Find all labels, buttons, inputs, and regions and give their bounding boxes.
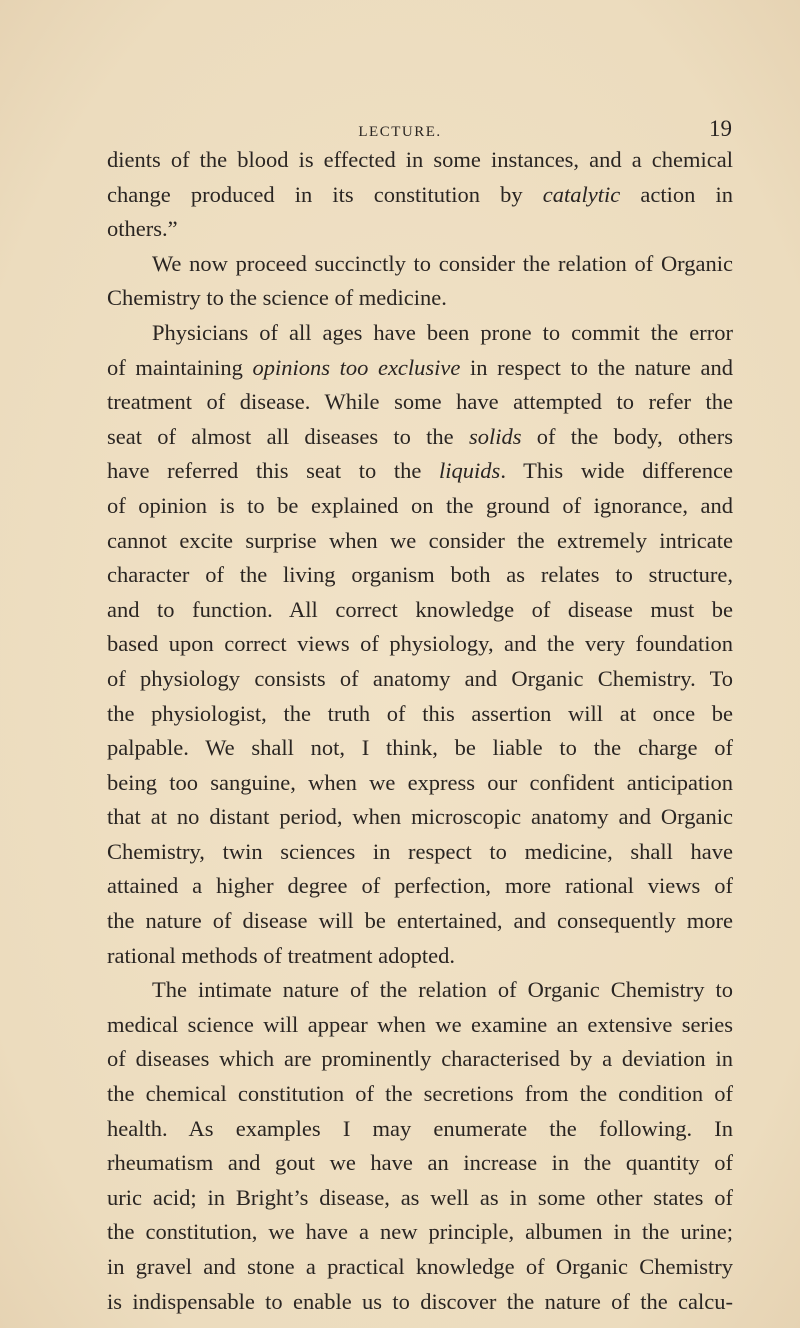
text-line — [107, 800, 733, 835]
text-line-content — [107, 1042, 733, 1077]
text-segment: Chemistry, twin sciences in respect to medicine, shall have — [107, 838, 733, 864]
text-line — [107, 1112, 733, 1147]
text-segment: Chemistry to the science of medicine. — [107, 285, 447, 311]
text-line-content — [107, 1008, 733, 1043]
text-line-content — [107, 697, 733, 732]
text-line-content — [152, 247, 733, 282]
text-line — [107, 627, 733, 662]
text-line — [107, 766, 733, 801]
text-segment: treatment of disease. While some have attempted to refer the — [107, 389, 733, 415]
text-line-content — [107, 869, 733, 904]
text-segment: the physiologist, the truth of this assertion will at once be — [107, 700, 733, 726]
text-segment: rheumatism and gout we have an increase in the quantity of — [107, 1150, 733, 1176]
text-line — [107, 316, 733, 351]
text-segment: is indispensable to enable us to discover the nature of the calcu- — [107, 1288, 733, 1314]
text-segment: of physiology consists of anatomy and Organic Chemistry. To — [107, 665, 733, 691]
text-line — [107, 558, 733, 593]
text-line-content — [107, 281, 733, 316]
text-segment: of maintaining — [107, 354, 253, 380]
text-line-content — [107, 627, 733, 662]
page-number: 19 — [709, 116, 732, 141]
text-line-content — [107, 939, 733, 974]
text-line-content — [107, 143, 733, 178]
text-segment: in gravel and stone a practical knowledge of Organic Chemistry — [107, 1254, 733, 1279]
running-head: LECTURE. — [358, 124, 442, 140]
italic-text: solids — [468, 423, 522, 449]
text-line — [107, 212, 733, 247]
text-segment: of opinion is to be explained on the ground of ignorance, and — [107, 492, 733, 518]
text-line — [107, 1250, 733, 1285]
text-line — [107, 385, 733, 420]
text-line — [107, 904, 733, 939]
text-line — [107, 697, 733, 732]
text-line-content — [107, 178, 733, 213]
text-line — [107, 247, 733, 282]
text-segment: cannot excite surprise when we consider the extremely intricate — [107, 527, 733, 553]
text-line — [107, 1181, 733, 1216]
text-line — [107, 1146, 733, 1181]
text-segment: change produced in its constitution by — [107, 181, 543, 207]
text-line — [107, 939, 733, 974]
text-segment: being too sanguine, when we express our confident anticipation — [107, 769, 733, 795]
italic-text: opinions too exclusive — [252, 354, 461, 380]
text-line-content — [107, 385, 733, 420]
text-line-content — [107, 731, 733, 766]
italic-text: catalytic — [542, 181, 621, 207]
text-segment: health. As examples I may enumerate the following. In — [107, 1115, 733, 1141]
text-line — [107, 973, 733, 1008]
text-line — [107, 1077, 733, 1112]
text-line-content — [107, 1181, 733, 1216]
text-segment: action in — [620, 181, 734, 207]
text-line-content — [107, 662, 733, 697]
text-line-content — [107, 593, 733, 628]
text-line — [107, 351, 733, 386]
text-segment: of diseases which are prominently characterised by a deviation in — [107, 1046, 733, 1072]
text-segment: the chemical constitution of the secretions from the condition of — [107, 1081, 733, 1107]
text-segment: Physicians of all ages have been prone to commit the error — [152, 319, 733, 345]
text-line — [107, 1008, 733, 1043]
text-segment: seat of almost all diseases to the — [107, 423, 469, 449]
text-line-content — [107, 1077, 733, 1112]
text-line-content — [107, 1215, 733, 1250]
text-line-content — [107, 524, 733, 559]
text-line-content — [107, 800, 733, 835]
text-line-content — [107, 420, 733, 455]
text-line-content — [107, 1146, 733, 1181]
text-line-content — [107, 904, 733, 939]
italic-text: liquids — [439, 458, 501, 484]
text-line — [107, 662, 733, 697]
text-line — [107, 1285, 733, 1320]
text-segment: The intimate nature of the relation of Organic Chemistry to — [152, 977, 733, 1003]
text-segment: based upon correct views of physiology, and the very foundation — [107, 631, 733, 657]
text-line — [107, 281, 733, 316]
text-line — [107, 143, 733, 178]
text-line-content — [107, 212, 733, 247]
text-segment: the nature of disease will be entertained, and consequently more — [107, 908, 733, 934]
text-line-content — [107, 1285, 733, 1320]
text-segment: character of the living organism both as relates to structure, — [107, 562, 733, 588]
text-segment: medical science will appear when we examine an extensive series — [107, 1011, 733, 1037]
text-segment: and to function. All correct knowledge of disease must be — [107, 596, 733, 622]
text-segment: dients of the blood is effected in some instances, and a chemical — [107, 147, 733, 172]
text-segment: in respect to the nature and — [460, 354, 734, 380]
text-line — [107, 420, 733, 455]
text-line — [107, 454, 733, 489]
text-line — [107, 593, 733, 628]
text-segment: . This wide difference — [500, 458, 733, 484]
text-segment: have referred this seat to the — [107, 458, 440, 484]
body-text — [107, 143, 733, 1319]
text-line — [107, 731, 733, 766]
text-line — [107, 869, 733, 904]
text-segment: palpable. We shall not, I think, be liable to the charge of — [107, 735, 733, 761]
text-line-content — [107, 1250, 733, 1285]
text-line — [107, 1042, 733, 1077]
text-line-content — [152, 316, 733, 351]
text-line-content — [152, 973, 733, 1008]
text-segment: the constitution, we have a new principle, albumen in the urine; — [107, 1219, 733, 1245]
text-segment: uric acid; in Bright’s disease, as well as in some other states of — [107, 1184, 733, 1210]
text-line — [107, 1215, 733, 1250]
text-line — [107, 178, 733, 213]
text-segment: that at no distant period, when microscopic anatomy and Organic — [107, 804, 733, 830]
text-line-content — [107, 1112, 733, 1147]
text-line-content — [107, 558, 733, 593]
text-line-content — [107, 766, 733, 801]
text-line-content — [107, 489, 733, 524]
text-segment: of the body, others — [521, 423, 733, 449]
text-segment: We now proceed succinctly to consider the relation of Organic — [152, 250, 733, 276]
text-segment: rational methods of treatment adopted. — [107, 942, 456, 968]
text-line-content — [107, 835, 733, 870]
text-line — [107, 835, 733, 870]
text-line — [107, 524, 733, 559]
text-line-content — [107, 454, 733, 489]
text-line — [107, 489, 733, 524]
text-segment: others.” — [107, 216, 178, 242]
text-line-content — [107, 351, 733, 386]
text-segment: attained a higher degree of perfection, more rational views of — [107, 873, 733, 899]
